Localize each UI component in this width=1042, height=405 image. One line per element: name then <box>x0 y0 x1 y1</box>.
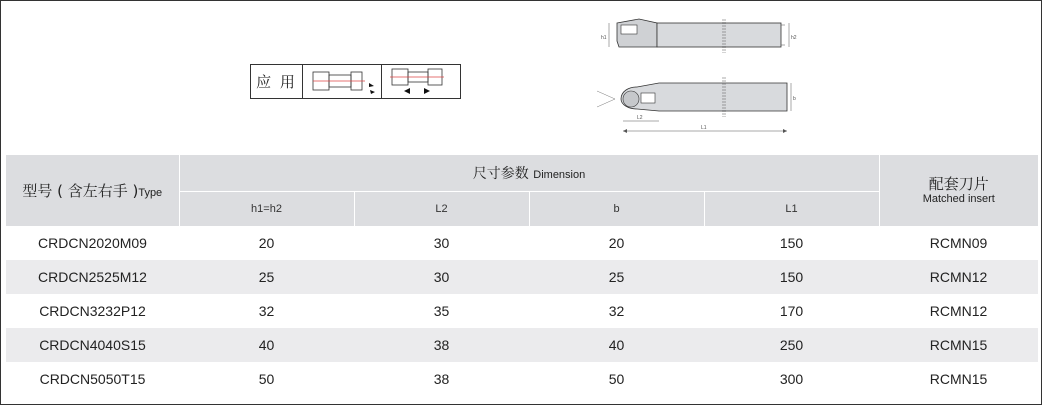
dimension-group-header <box>179 155 879 192</box>
figure-area <box>1 1 1041 155</box>
l2-cell: 30 <box>354 260 529 294</box>
dim-column-b: b <box>529 192 704 227</box>
insert-cell: RCMN15 <box>879 362 1038 396</box>
h1h2-cell: 40 <box>179 328 354 362</box>
dimension-header-cn: 尺寸参数 <box>472 166 529 182</box>
model-cell: CRDCN2020M09 <box>6 226 179 260</box>
h1h2-cell: 50 <box>179 362 354 396</box>
h2-dimension-label: h2 <box>791 35 797 41</box>
l1-dimension-label: L1 <box>701 125 707 131</box>
insert-header-cn: 配套刀片 <box>928 174 989 193</box>
l2-cell: 30 <box>354 226 529 260</box>
dim-column-h1h2: h1=h2 <box>179 192 354 227</box>
l1-cell: 170 <box>704 294 879 328</box>
insert-cell: RCMN12 <box>879 294 1038 328</box>
b-cell: 40 <box>529 328 704 362</box>
insert-cell: RCMN12 <box>879 260 1038 294</box>
insert-cell: RCMN09 <box>879 226 1038 260</box>
tool-holder-drawing <box>591 11 811 141</box>
l2-cell: 38 <box>354 362 529 396</box>
h1-dimension-label: h1 <box>601 35 607 41</box>
dim-column-l2: L2 <box>354 192 529 227</box>
application-box <box>250 64 461 99</box>
application-label: 应 用 <box>251 65 303 98</box>
model-column-header <box>6 155 179 226</box>
h1h2-cell: 25 <box>179 260 354 294</box>
b-dimension-label: b <box>793 96 796 102</box>
model-header-en: Type <box>138 187 163 199</box>
l2-cell: 38 <box>354 328 529 362</box>
h1h2-cell: 20 <box>179 226 354 260</box>
b-cell: 50 <box>529 362 704 396</box>
insert-header-en: Matched insert <box>922 192 995 205</box>
l1-cell: 150 <box>704 226 879 260</box>
application-facing-icon <box>382 65 460 98</box>
table-header-row <box>6 155 1038 192</box>
dimension-header-en: Dimension <box>533 169 586 181</box>
dim-column-l1: L1 <box>704 192 879 227</box>
b-cell: 32 <box>529 294 704 328</box>
model-cell: CRDCN4040S15 <box>6 328 179 362</box>
table-row <box>6 328 1038 362</box>
model-cell: CRDCN2525M12 <box>6 260 179 294</box>
l2-dimension-label: L2 <box>637 115 643 121</box>
b-cell: 20 <box>529 226 704 260</box>
h1h2-cell: 32 <box>179 294 354 328</box>
table-row <box>6 294 1038 328</box>
insert-column-header <box>879 155 1038 226</box>
l1-cell: 250 <box>704 328 879 362</box>
l2-cell: 35 <box>354 294 529 328</box>
side-view-drawing <box>601 19 797 53</box>
l1-cell: 300 <box>704 362 879 396</box>
model-header-cn: 型号 ( 含左右手 ) <box>22 182 139 200</box>
insert-cell: RCMN15 <box>879 328 1038 362</box>
model-cell: CRDCN3232P12 <box>6 294 179 328</box>
top-view-drawing <box>597 77 796 133</box>
application-turning-icon <box>303 65 382 98</box>
specification-table <box>6 155 1038 396</box>
b-cell: 25 <box>529 260 704 294</box>
table-row <box>6 362 1038 396</box>
model-cell: CRDCN5050T15 <box>6 362 179 396</box>
table-row <box>6 260 1038 294</box>
table-row <box>6 226 1038 260</box>
l1-cell: 150 <box>704 260 879 294</box>
tool-holder-drawings <box>591 11 811 141</box>
